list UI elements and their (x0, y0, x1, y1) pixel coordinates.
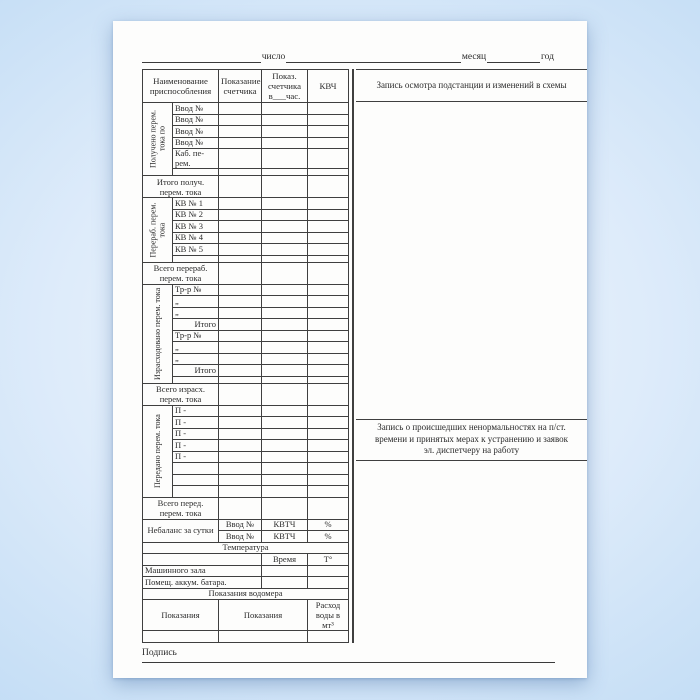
data-cell (219, 463, 262, 475)
table-row (143, 176, 349, 198)
signature-line: Подпись (142, 647, 555, 663)
data-cell (219, 497, 262, 519)
data-cell (262, 330, 308, 342)
data-cell (262, 342, 308, 354)
table-row (143, 417, 349, 429)
row-label-cell: Тр-р № (173, 330, 219, 342)
total-label-cell: Итого получ. перем. тока (143, 176, 219, 198)
table-row (143, 209, 349, 221)
row-label-cell (143, 554, 262, 566)
row-label-cell: КВ № 2 (173, 209, 219, 221)
data-cell (262, 353, 308, 365)
data-cell (219, 440, 262, 452)
table-row (143, 126, 349, 138)
table-row (143, 255, 349, 262)
data-cell (219, 376, 262, 383)
row-label-cell: Итого (173, 365, 219, 377)
data-cell (262, 565, 308, 577)
data-cell (308, 577, 349, 589)
inspection-notes-title: Запись осмотра подстанции и изменений в схемы (356, 70, 587, 102)
meter-cell: Расход воды в мт³ (308, 600, 349, 631)
data-cell (262, 319, 308, 331)
imbalance-label-cell: Небаланс за сутки (143, 519, 219, 542)
row-label-cell: Тр-р № (173, 284, 219, 296)
data-cell (308, 486, 349, 498)
data-cell (308, 103, 349, 115)
row-label-cell: П - (173, 428, 219, 440)
data-cell (308, 284, 349, 296)
row-label-cell (173, 486, 219, 498)
table-row (143, 365, 349, 377)
row-label-cell: „ (173, 353, 219, 365)
table-row (143, 169, 349, 176)
form-body (142, 69, 587, 643)
table-row (143, 221, 349, 233)
data-cell (262, 486, 308, 498)
data-cell: % (308, 519, 349, 531)
row-label-cell: КВ № 1 (173, 198, 219, 210)
section-span-cell: Температура (143, 542, 349, 554)
data-cell: КВТЧ (262, 531, 308, 543)
table-row (143, 486, 349, 498)
data-cell (262, 365, 308, 377)
data-cell (308, 319, 349, 331)
date-blank-line (142, 51, 261, 63)
table-row (143, 600, 349, 631)
data-cell: Ввод № (219, 531, 262, 543)
data-cell (262, 221, 308, 233)
data-cell (219, 417, 262, 429)
row-label-cell: Каб. пе-рем. (173, 149, 219, 169)
data-cell (308, 149, 349, 169)
data-cell (219, 198, 262, 210)
data-cell (262, 376, 308, 383)
table-row (143, 497, 349, 519)
data-cell (308, 330, 349, 342)
data-cell (262, 417, 308, 429)
data-cell (308, 114, 349, 126)
data-cell (308, 232, 349, 244)
row-label-cell: Ввод № (173, 126, 219, 138)
table-row (143, 463, 349, 475)
section-label-rotated (143, 198, 173, 263)
row-label-cell: П - (173, 451, 219, 463)
data-cell: Т° (308, 554, 349, 566)
data-cell (308, 169, 349, 176)
table-row (143, 244, 349, 256)
data-cell (262, 577, 308, 589)
data-cell (308, 428, 349, 440)
data-cell (219, 284, 262, 296)
notes-panel (356, 69, 587, 643)
data-cell (219, 296, 262, 308)
table-row (143, 588, 349, 600)
year-label: год (541, 52, 554, 62)
table-row (143, 103, 349, 115)
row-label-cell: Итого (173, 319, 219, 331)
month-blank-line (286, 51, 461, 63)
data-cell (219, 307, 262, 319)
header-meter-at-hour: Показ. счетчика в___час. (262, 70, 308, 103)
row-label-cell: Помещ. аккум. батара. (143, 577, 262, 589)
data-cell (219, 342, 262, 354)
data-cell (219, 137, 262, 149)
data-cell (308, 565, 349, 577)
header-device-name: Наименование приспособления (143, 70, 219, 103)
data-cell (262, 284, 308, 296)
data-cell (262, 428, 308, 440)
section-label-rotated (143, 103, 173, 176)
data-cell: Время (262, 554, 308, 566)
data-cell (308, 353, 349, 365)
data-cell (262, 232, 308, 244)
meter-cell (308, 631, 349, 643)
table-row (143, 542, 349, 554)
table-row (143, 342, 349, 354)
section-label-text: Израсходовано перем. тока (153, 287, 162, 380)
data-cell (308, 137, 349, 149)
data-cell (262, 255, 308, 262)
table-header-row (143, 70, 349, 103)
table-row (143, 296, 349, 308)
table-row (143, 137, 349, 149)
data-cell (219, 103, 262, 115)
data-cell (308, 198, 349, 210)
data-cell (262, 383, 308, 405)
data-cell (219, 330, 262, 342)
data-cell (262, 114, 308, 126)
total-label-cell: Всего израсх. перем. тока (143, 383, 219, 405)
row-label-cell: КВ № 5 (173, 244, 219, 256)
data-cell: % (308, 531, 349, 543)
data-cell (308, 451, 349, 463)
data-cell (262, 497, 308, 519)
row-label-cell: КВ № 4 (173, 232, 219, 244)
data-cell (219, 149, 262, 169)
data-cell (219, 232, 262, 244)
table-row (143, 428, 349, 440)
data-cell (219, 486, 262, 498)
meter-cell (219, 631, 308, 643)
row-label-cell (173, 255, 219, 262)
header-kvch: КВЧ (308, 70, 349, 103)
data-cell (262, 296, 308, 308)
data-cell (262, 198, 308, 210)
table-row (143, 376, 349, 383)
data-cell (308, 342, 349, 354)
header-meter-reading: Показание счетчика (219, 70, 262, 103)
table-row (143, 149, 349, 169)
data-cell (219, 221, 262, 233)
table-row (143, 474, 349, 486)
data-cell (308, 383, 349, 405)
section-label-text: Перераб. перем. тока (148, 202, 167, 258)
date-label: число (261, 52, 286, 62)
row-label-cell: „ (173, 296, 219, 308)
data-cell (262, 169, 308, 176)
data-cell (308, 365, 349, 377)
data-cell (219, 209, 262, 221)
data-cell (219, 262, 262, 284)
data-cell (308, 221, 349, 233)
table-row (143, 232, 349, 244)
row-label-cell: „ (173, 342, 219, 354)
data-cell (219, 319, 262, 331)
data-cell (219, 405, 262, 417)
data-cell (219, 383, 262, 405)
table-row (143, 198, 349, 210)
data-cell (219, 169, 262, 176)
data-cell (308, 417, 349, 429)
meter-cell: Показания (219, 600, 308, 631)
section-label-text: Передано перем. тока (153, 414, 162, 488)
data-cell (262, 244, 308, 256)
data-cell (308, 209, 349, 221)
data-cell (308, 307, 349, 319)
total-label-cell: Всего перед. перем. тока (143, 497, 219, 519)
meter-cell: Показания (143, 600, 219, 631)
data-cell (308, 497, 349, 519)
data-cell (219, 451, 262, 463)
meter-cell (143, 631, 219, 643)
row-label-cell (173, 376, 219, 383)
data-cell (219, 176, 262, 198)
data-cell (219, 114, 262, 126)
data-cell (262, 262, 308, 284)
data-cell (308, 296, 349, 308)
data-cell (308, 440, 349, 452)
table-row (143, 577, 349, 589)
section-label-rotated (143, 284, 173, 383)
table-row (143, 451, 349, 463)
year-blank-line (487, 51, 540, 63)
data-cell (262, 307, 308, 319)
row-label-cell: П - (173, 405, 219, 417)
table-row (143, 114, 349, 126)
table-row (143, 353, 349, 365)
data-cell (308, 255, 349, 262)
data-cell (308, 474, 349, 486)
data-cell (262, 126, 308, 138)
table-row (143, 383, 349, 405)
data-cell: Ввод № (219, 519, 262, 531)
data-cell (308, 244, 349, 256)
data-cell (262, 451, 308, 463)
data-cell (262, 209, 308, 221)
document-page (113, 21, 587, 678)
data-cell (262, 474, 308, 486)
date-line (142, 49, 555, 63)
row-label-cell (173, 474, 219, 486)
data-cell (219, 244, 262, 256)
row-label-cell: П - (173, 417, 219, 429)
data-cell (308, 262, 349, 284)
table-row (143, 307, 349, 319)
data-cell (308, 463, 349, 475)
data-cell (262, 440, 308, 452)
data-cell (262, 405, 308, 417)
row-label-cell: „ (173, 307, 219, 319)
data-cell (308, 405, 349, 417)
data-cell (219, 126, 262, 138)
data-cell (219, 428, 262, 440)
substation-log-table (142, 69, 349, 643)
double-line-divider (352, 69, 354, 643)
data-cell (308, 376, 349, 383)
abnormalities-notes-title: Запись о происшедших ненормальностях на п/ст. времени и принятых мерах к устранению и заявок эл. диспетчеру на работу (356, 419, 587, 461)
row-label-cell (173, 169, 219, 176)
total-label-cell: Всего перераб. перем. тока (143, 262, 219, 284)
row-label-cell: Машинного зала (143, 565, 262, 577)
table-row (143, 405, 349, 417)
table-row (143, 284, 349, 296)
data-cell (308, 126, 349, 138)
data-cell (262, 463, 308, 475)
table-row (143, 631, 349, 643)
data-cell (262, 137, 308, 149)
table-header (143, 70, 349, 103)
data-cell (262, 103, 308, 115)
section-label-text: Получено перем. тока по (148, 110, 167, 168)
section-label-rotated (143, 405, 173, 497)
data-cell (219, 365, 262, 377)
row-label-cell: Ввод № (173, 114, 219, 126)
data-cell (219, 255, 262, 262)
data-cell (219, 474, 262, 486)
data-cell (219, 353, 262, 365)
table-row (143, 565, 349, 577)
table-row (143, 554, 349, 566)
row-label-cell: П - (173, 440, 219, 452)
row-label-cell: Ввод № (173, 103, 219, 115)
table-row (143, 319, 349, 331)
row-label-cell (173, 463, 219, 475)
section-span-cell: Показания водомера (143, 588, 349, 600)
table-row (143, 440, 349, 452)
table-row (143, 330, 349, 342)
data-cell (262, 176, 308, 198)
month-label: месяц (461, 52, 487, 62)
row-label-cell: Ввод № (173, 137, 219, 149)
table-row (143, 519, 349, 531)
data-cell: КВТЧ (262, 519, 308, 531)
data-cell (262, 149, 308, 169)
table-row (143, 262, 349, 284)
data-cell (308, 176, 349, 198)
row-label-cell: КВ № 3 (173, 221, 219, 233)
